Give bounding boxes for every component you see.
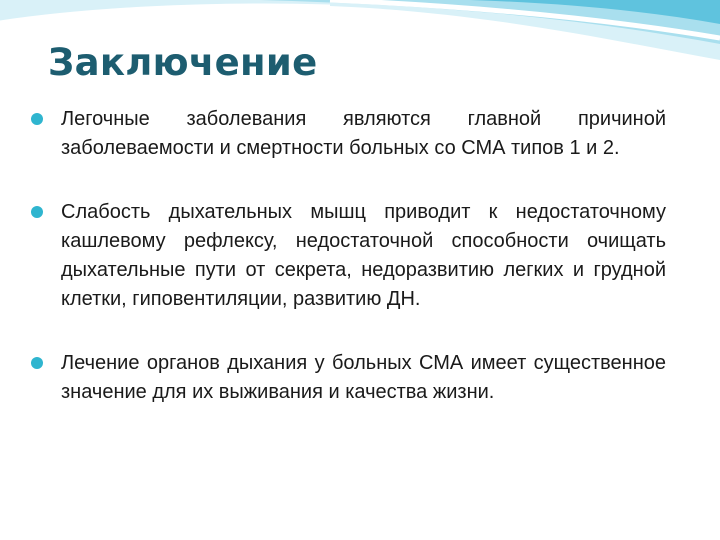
bullet-text: Лечение органов дыхания у больных СМА имеет существенное значение для их выживания и качества жизни.: [61, 352, 666, 403]
bullet-item: [30, 105, 666, 163]
bullet-circle-icon: [31, 206, 43, 218]
slide-title: Заключение: [48, 41, 318, 84]
bullet-text: Легочные заболевания являются главной причиной заболеваемости и смертности больных со СМА типов 1 и 2.: [61, 108, 666, 159]
bullet-circle-icon: [31, 357, 43, 369]
bullet-list: [30, 105, 666, 407]
bullet-item: [30, 349, 666, 407]
bullet-item: [30, 198, 666, 314]
bullet-circle-icon: [31, 113, 43, 125]
bullet-text: Слабость дыхательных мышц приводит к недостаточному кашлевому рефлексу, недостаточной способности очищать дыхательные пути от секрета, недоразвитию легких и грудной клетки, гиповентиляции, развитию ДН.: [61, 201, 666, 310]
